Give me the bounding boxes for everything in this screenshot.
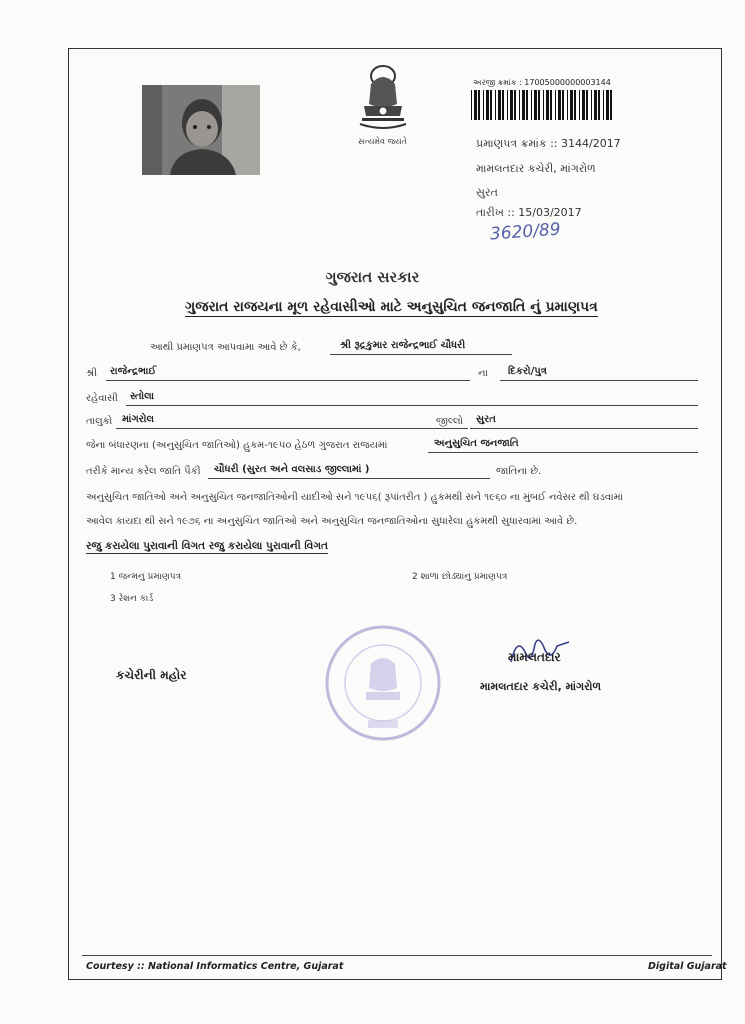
office-seal-stamp [322, 622, 444, 744]
emblem-motto: સત્યમેવ જયતે [358, 137, 407, 146]
order-text: જેના બંધારણના (અનુસુચિત જાતિઓ) હુકમ-૧૯૫૦ હેઠળ ગુજરાત રાજયમાં [86, 440, 388, 451]
resident-label: રહેવાસી [86, 393, 118, 404]
legal-paragraph-line-2: આવેલ કાયદા થી સને ૧૯૭૬ ના અનુસુચિત જાતિઓ અને અનુસુચિત જનજાતિઓના સુધારેલા હુકમથી સુધારવામાં આવે છે. [86, 516, 578, 527]
evidence-item-3: 3 રેશન કાર્ડ [110, 594, 154, 604]
application-number: અરજી ક્રમાંક : 17005000000003144 [473, 78, 611, 87]
signatory-office: મામલતદાર કચેરી, માંગરોળ [480, 680, 602, 693]
village: સ્તોલા [130, 391, 155, 402]
footer-courtesy: Courtesy :: National Informatics Centre, Gujarat [86, 961, 344, 972]
evidence-heading: રજુ કરાયેલા પુરાવાની વિગત રજુ કરાયેલા પુરાવાની વિગત [86, 540, 328, 552]
caste-suffix: જાતિના છે. [496, 466, 542, 477]
shri-label: શ્રી [86, 368, 98, 379]
certificate-border [68, 48, 722, 980]
taluka-label: તાલુકો [86, 416, 113, 427]
footer-divider [82, 955, 712, 956]
category: અનુસુચિત જનજાતિ [434, 438, 519, 449]
na-label: ના [478, 368, 488, 379]
barcode [471, 90, 613, 120]
district: સુરત [476, 414, 496, 425]
office-seal-label: કચેરીની મહોર [116, 668, 187, 682]
caste: ચૌધરી (સુરત અને વલસાડ જીલ્લામાં ) [214, 464, 370, 475]
government-title: ગુજરાત સરકાર [325, 268, 420, 286]
header-district: સુરત [476, 186, 498, 199]
evidence-item-1: 1 જન્મનુ પ્રમાણપત્ર [110, 572, 182, 582]
evidence-item-2: 2 શાળા છોડ્યાનુ પ્રમાણપત્ર [412, 572, 508, 582]
taluka: માંગરોલ [122, 414, 155, 425]
handwritten-number: 3620/89 [489, 219, 562, 245]
footer-brand: Digital Gujarat [648, 961, 727, 972]
issuing-office: મામલતદાર કચેરી, માંગરોળ [476, 162, 596, 175]
issue-label: આથી પ્રમાણપત્ર આપવામા આવે છે કે, [150, 342, 301, 353]
state-emblem-icon [352, 62, 414, 134]
relation: દિકરો/પુત્ર [508, 366, 547, 377]
certificate-number: પ્રમાણપત્ર ક્રમાંક :: 3144/2017 [476, 137, 621, 150]
applicant-photo [142, 85, 260, 175]
recognised-text: તરીકે માન્ય કરેલ જાતિ પૈકી [86, 466, 201, 477]
legal-paragraph-line-1: અનુસુચિત જાતિઓ અને અનુસુચિત જનજાતિઓની યાદીઓ સને ૧૯૫૬( રૂપાંતરીત ) હુકમથી સને ૧૯૬૦ ના મુંબઈ નવેસર થી ઘડવામાં [86, 492, 624, 503]
issue-date: તારીખ :: 15/03/2017 [476, 206, 582, 219]
father-name: રાજેન્દ્રભાઈ [110, 366, 157, 377]
certificate-heading: ગુજરાત રાજયના મૂળ રહેવાસીઓ માટે અનુસુચિત જનજાતિ નું પ્રમાણપત્ર [185, 299, 598, 315]
applicant-name: શ્રી રૂદ્રકુમાર રાજેન્દ્રભાઈ ચૌધરી [340, 340, 466, 351]
district-label: જીલ્લો [436, 416, 464, 427]
signatory-title: મામલતદાર [508, 650, 561, 664]
